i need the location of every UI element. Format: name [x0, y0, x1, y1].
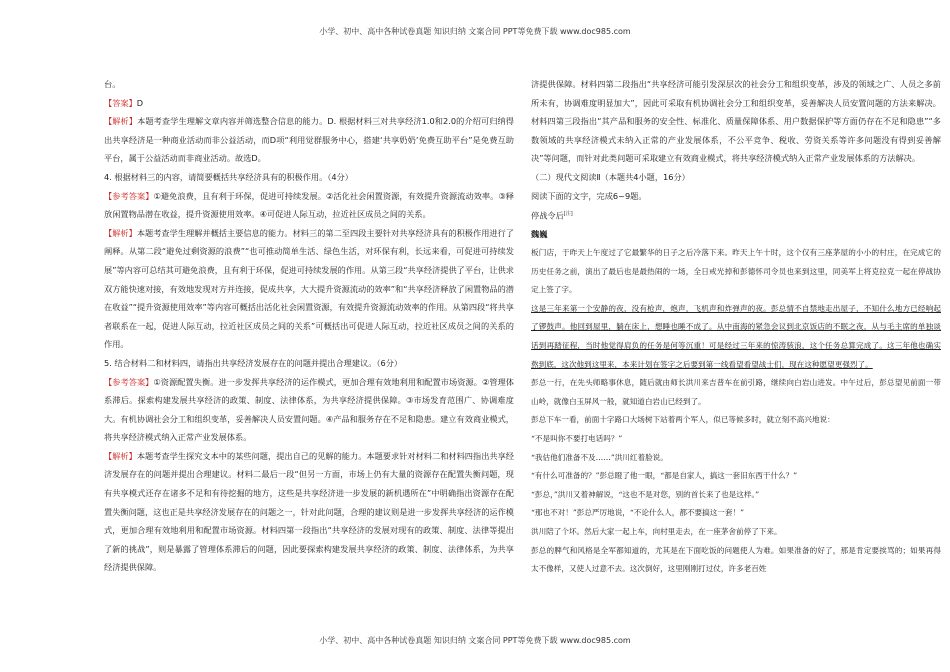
- dialogue-line: “那也不对！”彭总严厉地说，“不论什么人，都不要搞这一套！”: [531, 508, 744, 518]
- dialogue-line: “不是叫你不要打电话吗？”: [531, 434, 623, 444]
- story-paragraph-underlined: 这是三年来第一个安静的夜，没有枪声，炮声，飞机声和炸弹声的夜。彭总情不自禁地走出屋子，不知什么地方已经响起了锣鼓声。他回到屋里，躺在床上，想睡也睡不成了。从中南海的紧急会议到北京饭店的不眠之夜，从与毛主席的单独谈话到再踏征程，当时他觉得肩负的任务是何等沉重！可是经过三年来的惊涛骇浪，这个任务总算完成了。这三年他也确实熬到底，这次他到这里来，本来计划在签字之后要到第一线看望看望战士们，现在这种愿望更强烈了。: [531, 303, 941, 369]
- page-footer: 小学、初中、高中各种试卷真题 知识归纳 文案合同 PPT等免费下载 www.doc985.com: [319, 636, 631, 645]
- analysis-3-text: 本题考查学生理解文章内容并筛选整合信息的能力。D. 根据材料三对共享经济1.0和2.0的介绍可归纳得出共享经济是一种商业活动而非公益活动，而D项“利用觉群服务中心，搭建‘共享奶奶’免费互助平台”是免费互助平台，属于公益活动而非商业活动。故选D。: [104, 116, 514, 164]
- left-column: [104, 75, 514, 577]
- analysis-4-text: 本题考查学生理解并概括主要信息的能力。材料三的第二至四段主要针对共享经济具有的积极作用进行了阐释。从第二段“避免过剩资源的浪费”“也可推动简单生活、绿色生活，对环保有利，长远来看，可促进可持续发展”等内容可总结其可避免浪费，且有利于环保，促进可持续发展的作用。从第三段“共享经济提供了平台，让供求双方能快速对接，有效地发现对方并连接，促成共享，大大提升资源流动的效率”和“共享经济释放了闲置物品的潜在收益”“提升资源使用效率”等内容可概括出活化社会闲置资源，有效提升资源流动效率的作用。从第四段“将共享者联系在一起，促进人际互动，拉近社区成员之间的关系”可概括出可促进人际互动，拉近社区成员之间的关系的作用。: [104, 227, 514, 350]
- story-title: [531, 205, 941, 225]
- analysis-tag: 【解析】: [104, 227, 137, 238]
- analysis-tag: 【解析】: [104, 450, 137, 461]
- story-paragraph: 彭总的脾气和风格是全军都知道的，尤其是在下面吃饭的问题使人为难。如果准备的好了，那是肯定要挨骂的；如果再得太不像样，又使人过意不去。这次倒好，这里刚刚打过仗，许多老百姓: [531, 545, 941, 574]
- dialogue-line: “我估他们准备不及……”洪川红着脸说。: [531, 452, 668, 462]
- ref-answer-5: [104, 373, 514, 447]
- ref-answer-4-text: ①避免浪费，且有利于环保，促进可持续发展。②活化社会闲置资源，有效提升资源流动效率。③释放闲置物品潜在收益，提升资源使用效率。④可促进人际互动，拉近社区成员之间的关系。: [104, 190, 514, 220]
- story-paragraph: 板门店，于昨天上午度过了它最繁华的日子之后冷落下来。昨天上午十时，这个仅有三座茅屋的小小的村庄，在完成它的历史任务之前，演出了最后也是最热闹的一场，全日戒光掉和彭德怀司令员也来到这里，同美军上将克拉克一起在停战协定上签了字。: [531, 248, 941, 295]
- story-title-text: 停战令后: [531, 210, 564, 221]
- analysis-3: [104, 112, 514, 168]
- dialogue-line: “彭总，”洪川又着神解说，“这也不是对您，别的首长来了也是这样。”: [531, 489, 760, 499]
- ref-answer-tag: 【参考答案】: [104, 190, 154, 201]
- story-note: [注]: [563, 211, 573, 218]
- ref-answer-5-text: ①资源配置失衡。进一步发挥共享经济的运作模式，更加合理有效地利用和配置市场资源。②管理体系滞后。探索构建发展共享经济的政策、制度、法律体系，为共享经济提供保障。③市场发育范围广、协调难度大。有机协调社会分工和组织变革，妥善解决人员安置问题。④产品和服务存在不足和隐患。建立有效商业模式，将共享经济模式纳入正常产业发展体系。: [104, 376, 514, 443]
- story-paragraph: 彭总下车一看，前面十字路口大场树下站着两个军人，似已等候多时，就立刻不高兴地说：: [531, 415, 835, 425]
- analysis-4: [104, 224, 514, 354]
- story-paragraph: 洪川陪了个坏。然后大家一起上车，向村里走去，在一座茅舍前停了下来。: [531, 526, 782, 536]
- story-paragraph: 彭总一行，在先头师略事休息，随后就由师长洪川来吉普车在前引路，继续向白岩山进发。中午过后，彭总望见前面一带山岭，就像白玉屏风一般，就知道白岩山已经到了。: [531, 378, 941, 406]
- ref-answer-4: [104, 187, 514, 224]
- analysis-tag: 【解析】: [104, 116, 138, 127]
- instruction: 阅读下面的文字，完成6~9题。: [531, 190, 647, 201]
- question-5: 5. 结合材料二和材料四，请指出共享经济发展存在的问题并提出合理建议。（6分）: [104, 357, 403, 368]
- right-column: [531, 75, 941, 579]
- section-heading: （二）现代文阅读Ⅱ（本题共4小题，16分）: [531, 171, 690, 182]
- ref-answer-tag: 【参考答案】: [104, 376, 154, 387]
- question-4: 4. 根据材料三的内容，请简要概括共享经济具有的积极作用。（4分）: [104, 171, 353, 182]
- page-header: 小学、初中、高中各种试卷真题 知识归纳 文案合同 PPT等免费下载 www.doc985.com: [319, 27, 631, 36]
- left-p1: 台。: [104, 79, 121, 89]
- answer-tag: 【答案】: [104, 97, 137, 108]
- answer-line: [104, 94, 514, 113]
- analysis-5-text: 本题考查学生探究文本中的某些问题，提出自己的见解的能力。本题要求针对材料二和材料四指出共享经济发展存在的问题并提出合理建议。材料二最后一段“但另一方面，市场上仍有大量的资源存在配置失衡问题，现有共享模式还存在诸多不足和有待挖掘的地方，这些是共享经济进一步发展的新机遇所在”中明确指出资源存在配置失衡问题，这也正是共享经济发展存在的问题之一，针对此问题，合理的建议则是进一步发挥共享经济的运作模式，更加合理有效地利用和配置市场资源。材料四第一段指出“共享经济的发展对现有的政策、制度、法律等提出了新的挑战”，则是暴露了管理体系滞后的问题，因此要探索构建发展共享经济的政策、制度、法律体系，为共享经济提供保障。: [104, 450, 514, 573]
- story-author: 魏巍: [531, 229, 548, 240]
- right-p1: 济提供保障。材料四第二段指出“共享经济可能引发深层次的社会分工和组织变革，涉及的领域之广、人员之多前所未有，协调难度明显加大”，因此可采取有机协调社会分工和组织变革，妥善解决人员安置问题的方法来解决。材料四第三段指出“其产品和服务的安全性、标准化、质量保障体系、用户数据保护等方面仍存在不足和隐患”“多数领域的共享经济模式未纳入正常的产业发展体系，不公平竞争、税收、劳资关系等许多问题没有得到妥善解决”等问题，而针对此类问题可采取建立有效商业模式，将共享经济模式纳入正常产业发展体系的方法解决。: [531, 79, 941, 164]
- story-body: [531, 244, 941, 579]
- analysis-5: [104, 447, 514, 577]
- answer-text: D: [136, 97, 144, 108]
- dialogue-line: “有什么可准备的？”彭总瞪了他一眼，“都是自家人，搞这一套旧东西干什么？”: [531, 471, 798, 481]
